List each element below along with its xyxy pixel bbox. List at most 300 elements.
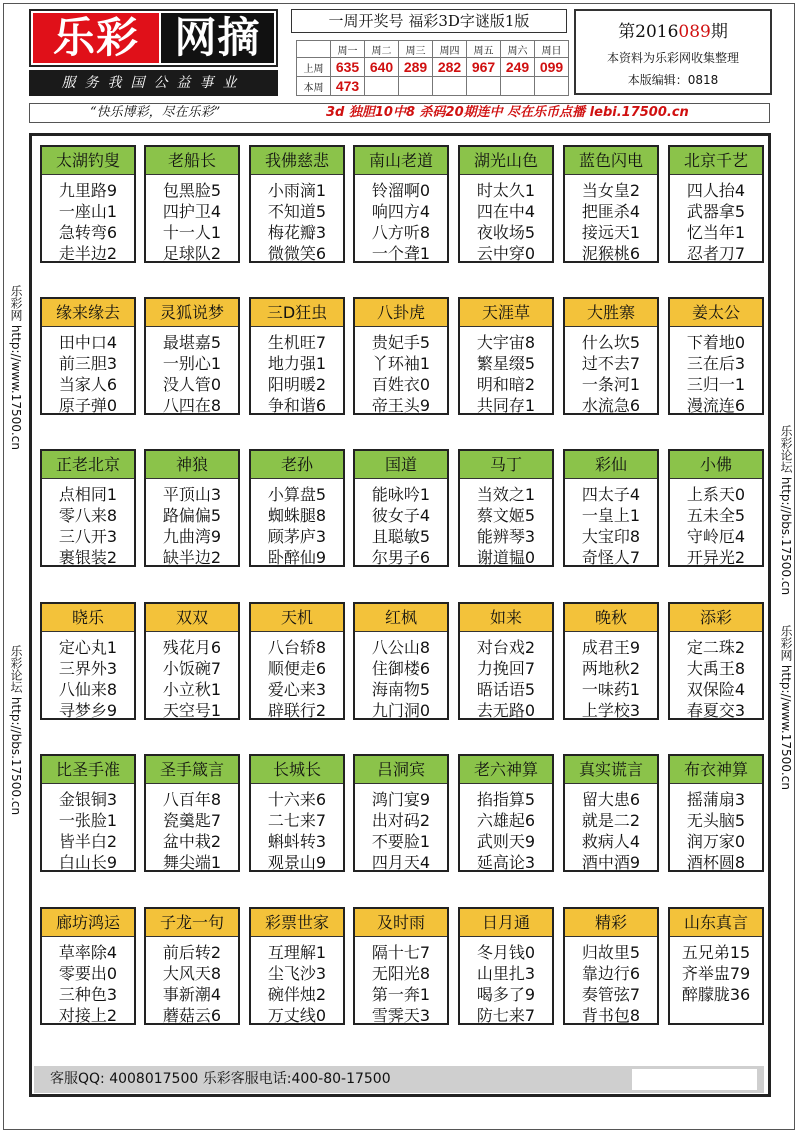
riddle-line: 一条河1 <box>581 375 641 394</box>
banner-quote: “快乐博彩，尽在乐彩” <box>90 105 221 120</box>
riddle-lines <box>670 327 762 416</box>
riddle-card <box>40 145 136 263</box>
riddle-card-title: 天涯草 <box>460 299 552 327</box>
riddle-card <box>668 907 764 1025</box>
riddle-line: 观景山9 <box>267 853 327 872</box>
riddle-card <box>249 449 345 567</box>
riddle-line: 开异光2 <box>686 548 746 567</box>
draw-number <box>399 77 433 96</box>
riddle-card-title: 廊坊鸿运 <box>42 909 134 937</box>
riddle-line: 尔男子6 <box>371 548 431 567</box>
riddle-line: 零要出0 <box>58 964 118 983</box>
riddle-card <box>249 297 345 415</box>
riddle-line: 当女皇2 <box>581 181 641 200</box>
riddle-card-title: 精彩 <box>565 909 657 937</box>
riddle-line: 辟联行2 <box>267 701 327 720</box>
riddle-line: 蝌蚪转3 <box>267 832 327 851</box>
riddle-lines <box>42 632 134 721</box>
riddle-line: 夜收场5 <box>476 223 536 242</box>
riddle-line: 成君王9 <box>581 638 641 657</box>
riddle-line: 一别心1 <box>162 354 222 373</box>
riddle-line: 丫环袖1 <box>371 354 431 373</box>
riddle-lines <box>460 327 552 416</box>
riddle-line: 舞尖端1 <box>162 853 222 872</box>
riddle-line: 蔡文姬5 <box>476 506 536 525</box>
riddle-card <box>249 907 345 1025</box>
riddle-line: 共同存1 <box>476 396 536 415</box>
riddle-card <box>249 754 345 872</box>
riddle-line: 金银铜3 <box>58 790 118 809</box>
riddle-card-title: 圣手箴言 <box>146 756 238 784</box>
riddle-line: 小立秋1 <box>162 680 222 699</box>
riddle-line: 前后转2 <box>162 943 222 962</box>
riddle-line: 防七来7 <box>476 1006 536 1025</box>
riddle-card-title: 南山老道 <box>355 147 447 175</box>
riddle-line: 小雨滴1 <box>267 181 327 200</box>
riddle-line: 冬月钱0 <box>476 943 536 962</box>
draw-number <box>501 77 535 96</box>
riddle-line: 大禹王8 <box>686 659 746 678</box>
riddle-card <box>249 145 345 263</box>
riddle-card <box>40 297 136 415</box>
riddle-line: 下着地0 <box>686 333 746 352</box>
riddle-card <box>353 754 449 872</box>
riddle-card <box>40 907 136 1025</box>
riddle-line: 无阳光8 <box>371 964 431 983</box>
riddle-line: 忍者刀7 <box>686 244 746 263</box>
riddle-card-title: 神狼 <box>146 451 238 479</box>
riddle-card-title: 晓乐 <box>42 604 134 632</box>
riddle-line: 泥猴桃6 <box>581 244 641 263</box>
day-header: 周四 <box>433 41 467 58</box>
riddle-line: 尘飞沙3 <box>267 964 327 983</box>
riddle-line: 三八开3 <box>58 527 118 546</box>
riddle-line: 缺半边2 <box>162 548 222 567</box>
riddle-line: 皆半白2 <box>58 832 118 851</box>
riddle-line: 三在后3 <box>686 354 746 373</box>
riddle-card <box>353 297 449 415</box>
riddle-line: 一个聋1 <box>371 244 431 263</box>
side-text-right-bottom: 乐彩网 http://www.17500.cn <box>779 625 793 790</box>
riddle-card-title: 长城长 <box>251 756 343 784</box>
riddle-line: 山里扎3 <box>476 964 536 983</box>
riddle-card <box>40 602 136 720</box>
riddle-line: 大风天8 <box>162 964 222 983</box>
riddle-line: 四人抬4 <box>686 181 746 200</box>
riddle-line: 原子弹0 <box>58 396 118 415</box>
riddle-card <box>144 907 240 1025</box>
row-label-this-week: 本周 <box>297 77 331 96</box>
riddle-line: 盆中栽2 <box>162 832 222 851</box>
riddle-line: 春夏交3 <box>686 701 746 720</box>
day-header: 周日 <box>535 41 569 58</box>
riddle-card-title: 大胜寨 <box>565 299 657 327</box>
day-header: 周三 <box>399 41 433 58</box>
riddle-line: 云中穿0 <box>476 244 536 263</box>
riddle-card-title: 太湖钓叟 <box>42 147 134 175</box>
riddle-line: 争和谐6 <box>267 396 327 415</box>
riddle-line: 润万家0 <box>686 832 746 851</box>
riddle-line: 不要脸1 <box>371 832 431 851</box>
riddle-line: 当家人6 <box>58 375 118 394</box>
riddle-lines <box>355 327 447 416</box>
riddle-line: 足球队2 <box>162 244 222 263</box>
edition-title: 一周开奖号 福彩3D字谜版1版 <box>291 9 567 33</box>
riddle-line: 八百年8 <box>162 790 222 809</box>
riddle-line: 出对码2 <box>371 811 431 830</box>
riddle-line: 包黑脸5 <box>162 181 222 200</box>
draw-number: 473 <box>331 77 365 96</box>
draw-number: 967 <box>467 58 501 77</box>
riddle-line: 接远天1 <box>581 223 641 242</box>
riddle-card-title: 北京千艺 <box>670 147 762 175</box>
riddle-line: 走半边2 <box>58 244 118 263</box>
day-header: 周五 <box>467 41 501 58</box>
riddle-line: 力挽回7 <box>476 659 536 678</box>
riddle-line: 梅花瓣3 <box>267 223 327 242</box>
riddle-card-title: 马丁 <box>460 451 552 479</box>
riddle-line: 就是二2 <box>581 811 641 830</box>
riddle-card <box>668 449 764 567</box>
riddle-lines <box>146 479 238 568</box>
riddle-card <box>353 145 449 263</box>
riddle-line: 繁星缀5 <box>476 354 536 373</box>
riddle-line: 定二珠2 <box>686 638 746 657</box>
riddle-lines <box>146 327 238 416</box>
riddle-card <box>668 754 764 872</box>
riddle-line: 蘑菇云6 <box>162 1006 222 1025</box>
editor-note: 本版编辑：0818 <box>627 73 719 87</box>
riddle-card <box>563 907 659 1025</box>
riddle-lines <box>670 784 762 873</box>
riddle-line: 一味药1 <box>581 680 641 699</box>
draw-results-table <box>296 40 569 96</box>
riddle-line: 微微笑6 <box>267 244 327 263</box>
riddle-lines <box>565 937 657 1026</box>
day-header: 周六 <box>501 41 535 58</box>
riddle-line: 小算盘5 <box>267 485 327 504</box>
riddle-card-title: 及时雨 <box>355 909 447 937</box>
riddle-line: 雪霁天3 <box>371 1006 431 1025</box>
riddle-card-title: 灵狐说梦 <box>146 299 238 327</box>
riddle-line: 五兄弟15 <box>681 943 751 962</box>
riddle-lines <box>460 175 552 264</box>
riddle-lines <box>670 479 762 568</box>
riddle-grid-frame <box>29 133 771 1097</box>
riddle-line: 九里路9 <box>58 181 118 200</box>
riddle-lines <box>670 175 762 264</box>
riddle-line: 贵妃手5 <box>371 333 431 352</box>
riddle-line: 九曲湾9 <box>162 527 222 546</box>
riddle-line: 互理解1 <box>267 943 327 962</box>
riddle-line: 靠边行6 <box>581 964 641 983</box>
riddle-lines <box>565 479 657 568</box>
riddle-line: 最堪嘉5 <box>162 333 222 352</box>
draw-number: 635 <box>331 58 365 77</box>
riddle-line: 留大患6 <box>581 790 641 809</box>
riddle-line: 两地秋2 <box>581 659 641 678</box>
riddle-lines <box>251 175 343 264</box>
side-text-left-bottom: 乐彩论坛 http://bbs.17500.cn <box>9 645 23 816</box>
riddle-card <box>144 297 240 415</box>
riddle-line: 武则天9 <box>476 832 536 851</box>
riddle-lines <box>251 479 343 568</box>
riddle-card-title: 正老北京 <box>42 451 134 479</box>
riddle-lines <box>355 937 447 1026</box>
riddle-card <box>144 449 240 567</box>
riddle-line: 第一奔1 <box>371 985 431 1004</box>
riddle-line: 百姓衣0 <box>371 375 431 394</box>
riddle-card-title: 红枫 <box>355 604 447 632</box>
logo-red-part: 乐彩 <box>33 13 159 63</box>
riddle-card <box>668 602 764 720</box>
riddle-line: 八方听8 <box>371 223 431 242</box>
riddle-lines <box>355 784 447 873</box>
riddle-card-title: 缘来缘去 <box>42 299 134 327</box>
riddle-line: 对接上2 <box>58 1006 118 1025</box>
riddle-line: 零八来8 <box>58 506 118 525</box>
logo-black-part: 网摘 <box>161 13 274 63</box>
draw-number <box>535 77 569 96</box>
riddle-lines <box>251 784 343 873</box>
riddle-lines <box>251 632 343 721</box>
slogan-bar: 服务我国公益事业 <box>29 70 278 96</box>
riddle-lines <box>146 175 238 264</box>
riddle-card-title: 我佛慈悲 <box>251 147 343 175</box>
riddle-card-title: 老六神算 <box>460 756 552 784</box>
riddle-card <box>458 449 554 567</box>
riddle-line: 当效之1 <box>476 485 536 504</box>
riddle-card <box>563 754 659 872</box>
riddle-line: 奇怪人7 <box>581 548 641 567</box>
riddle-line: 裹银装2 <box>58 548 118 567</box>
riddle-card-title: 双双 <box>146 604 238 632</box>
source-note: 本资料为乐彩网收集整理 <box>606 51 739 65</box>
riddle-line: 上学校3 <box>581 701 641 720</box>
riddle-lines <box>42 937 134 1026</box>
riddle-lines <box>251 327 343 416</box>
customer-service-text: 客服QQ: 4008017500 乐彩客服电话:400-80-17500 <box>50 1071 391 1087</box>
riddle-line: 齐举盅79 <box>681 964 751 983</box>
riddle-line: 过不去7 <box>581 354 641 373</box>
riddle-card-title: 老船长 <box>146 147 238 175</box>
riddle-line: 忆当年1 <box>686 223 746 242</box>
day-header: 周二 <box>365 41 399 58</box>
riddle-line: 八仙来8 <box>58 680 118 699</box>
riddle-lines <box>146 937 238 1026</box>
riddle-card-title: 比圣手准 <box>42 756 134 784</box>
riddle-line: 白山长9 <box>58 853 118 872</box>
riddle-line: 醉朦胧36 <box>681 985 751 1004</box>
riddle-line: 二七来7 <box>267 811 327 830</box>
riddle-line: 酒杯圆8 <box>686 853 746 872</box>
riddle-card <box>563 145 659 263</box>
riddle-card <box>563 602 659 720</box>
riddle-line: 双保险4 <box>686 680 746 699</box>
riddle-line: 守岭厄4 <box>686 527 746 546</box>
riddle-lines <box>42 784 134 873</box>
riddle-line: 一皇上1 <box>581 506 641 525</box>
riddle-lines <box>355 479 447 568</box>
riddle-lines <box>460 937 552 1026</box>
riddle-line: 瓷羹匙7 <box>162 811 222 830</box>
riddle-lines <box>670 632 762 721</box>
riddle-line: 帝王头9 <box>371 396 431 415</box>
riddle-lines <box>565 784 657 873</box>
riddle-card-title: 八卦虎 <box>355 299 447 327</box>
riddle-line: 八台轿8 <box>267 638 327 657</box>
riddle-line: 阳明暖2 <box>267 375 327 394</box>
side-text-right-top: 乐彩论坛 http://bbs.17500.cn <box>779 425 793 596</box>
footer-blank-box <box>632 1069 757 1090</box>
riddle-lines <box>146 632 238 721</box>
riddle-line: 万丈线0 <box>267 1006 327 1025</box>
riddle-line: 救病人4 <box>581 832 641 851</box>
riddle-card-title: 晚秋 <box>565 604 657 632</box>
banner-promo-link[interactable]: 3d 独胆10中8 杀码20期连中 尽在乐币点播 lebi.17500.cn <box>326 105 689 120</box>
riddle-line: 摇蒲扇3 <box>686 790 746 809</box>
riddle-lines <box>355 175 447 264</box>
riddle-lines <box>42 327 134 416</box>
riddle-line <box>670 1005 762 1026</box>
riddle-lines <box>460 784 552 873</box>
riddle-line: 前三胆3 <box>58 354 118 373</box>
riddle-card <box>458 145 554 263</box>
riddle-card-title: 布衣神算 <box>670 756 762 784</box>
riddle-card-title: 天机 <box>251 604 343 632</box>
riddle-line: 时太久1 <box>476 181 536 200</box>
riddle-line: 八四在8 <box>162 396 222 415</box>
riddle-line: 谢道韫0 <box>476 548 536 567</box>
riddle-line: 十六来6 <box>267 790 327 809</box>
riddle-line: 一张脸1 <box>58 811 118 830</box>
riddle-card-title: 如来 <box>460 604 552 632</box>
riddle-line: 晤话语5 <box>476 680 536 699</box>
riddle-line: 能辨琴3 <box>476 527 536 546</box>
riddle-line: 喝多了9 <box>476 985 536 1004</box>
riddle-line: 去无路0 <box>476 701 536 720</box>
riddle-card <box>668 145 764 263</box>
riddle-line: 明和暗2 <box>476 375 536 394</box>
riddle-card-title: 添彩 <box>670 604 762 632</box>
riddle-line: 十一人1 <box>162 223 222 242</box>
issue-info-box <box>574 9 772 95</box>
riddle-card <box>458 754 554 872</box>
issue-number: 第2016089期 <box>618 22 728 42</box>
riddle-card-title: 吕洞宾 <box>355 756 447 784</box>
riddle-line: 响四方4 <box>371 202 431 221</box>
riddle-lines <box>565 327 657 416</box>
riddle-line: 残花月6 <box>162 638 222 657</box>
riddle-line: 六雄起6 <box>476 811 536 830</box>
riddle-line: 对台戏2 <box>476 638 536 657</box>
row-label-last-week: 上周 <box>297 58 331 77</box>
riddle-line: 延高论3 <box>476 853 536 872</box>
riddle-card <box>668 297 764 415</box>
riddle-line: 路偏偏5 <box>162 506 222 525</box>
riddle-line: 武器拿5 <box>686 202 746 221</box>
riddle-line: 四护卫4 <box>162 202 222 221</box>
riddle-card <box>353 907 449 1025</box>
riddle-card <box>563 297 659 415</box>
riddle-card-title: 姜太公 <box>670 299 762 327</box>
riddle-line: 点相同1 <box>58 485 118 504</box>
riddle-line: 四月天4 <box>371 853 431 872</box>
banner <box>29 103 770 123</box>
riddle-card-title: 蓝色闪电 <box>565 147 657 175</box>
riddle-line: 归故里5 <box>581 943 641 962</box>
table-corner <box>297 41 331 58</box>
riddle-line: 漫流连6 <box>686 396 746 415</box>
riddle-line: 背书包8 <box>581 1006 641 1025</box>
riddle-card <box>144 145 240 263</box>
riddle-line: 天空号1 <box>162 701 222 720</box>
riddle-card-title: 子龙一句 <box>146 909 238 937</box>
riddle-lines <box>42 479 134 568</box>
riddle-line: 大宝印8 <box>581 527 641 546</box>
riddle-lines <box>355 632 447 721</box>
riddle-lines <box>42 175 134 264</box>
riddle-lines <box>460 479 552 568</box>
riddle-card-title: 彩仙 <box>565 451 657 479</box>
riddle-card-title: 彩票世家 <box>251 909 343 937</box>
riddle-line: 蜘蛛腿8 <box>267 506 327 525</box>
riddle-line: 四在中4 <box>476 202 536 221</box>
riddle-line: 爱心来3 <box>267 680 327 699</box>
riddle-line: 鸿门宴9 <box>371 790 431 809</box>
riddle-line: 什么坎5 <box>581 333 641 352</box>
day-header: 周一 <box>331 41 365 58</box>
riddle-card <box>458 602 554 720</box>
riddle-lines <box>670 937 762 1026</box>
riddle-card-title: 国道 <box>355 451 447 479</box>
draw-number <box>365 77 399 96</box>
riddle-line: 草率除4 <box>58 943 118 962</box>
riddle-line: 三界外3 <box>58 659 118 678</box>
riddle-line: 四太子4 <box>581 485 641 504</box>
side-text-left-top: 乐彩网 http://www.17500.cn <box>9 285 23 450</box>
site-logo[interactable] <box>29 9 278 67</box>
footer-bar <box>34 1066 764 1093</box>
riddle-line: 海南物5 <box>371 680 431 699</box>
riddle-line: 把匪杀4 <box>581 202 641 221</box>
draw-number: 282 <box>433 58 467 77</box>
draw-number: 249 <box>501 58 535 77</box>
riddle-line: 三归一1 <box>686 375 746 394</box>
riddle-card <box>144 754 240 872</box>
riddle-line: 五未全5 <box>686 506 746 525</box>
riddle-card-title: 山东真言 <box>670 909 762 937</box>
riddle-line: 一座山1 <box>58 202 118 221</box>
riddle-line: 顺便走6 <box>267 659 327 678</box>
riddle-line: 奏管弦7 <box>581 985 641 1004</box>
riddle-line: 事新潮4 <box>162 985 222 1004</box>
riddle-line: 隔十七7 <box>371 943 431 962</box>
riddle-line: 寻梦乡9 <box>58 701 118 720</box>
riddle-line: 且聪敏5 <box>371 527 431 546</box>
riddle-line: 铃溜啊0 <box>371 181 431 200</box>
draw-number: 099 <box>535 58 569 77</box>
draw-number: 640 <box>365 58 399 77</box>
riddle-line: 急转弯6 <box>58 223 118 242</box>
riddle-line: 能咏吟1 <box>371 485 431 504</box>
draw-number: 289 <box>399 58 433 77</box>
riddle-line: 大宇宙8 <box>476 333 536 352</box>
riddle-card <box>563 449 659 567</box>
riddle-card <box>458 297 554 415</box>
riddle-line: 三种色3 <box>58 985 118 1004</box>
riddle-line: 酒中酒9 <box>581 853 641 872</box>
